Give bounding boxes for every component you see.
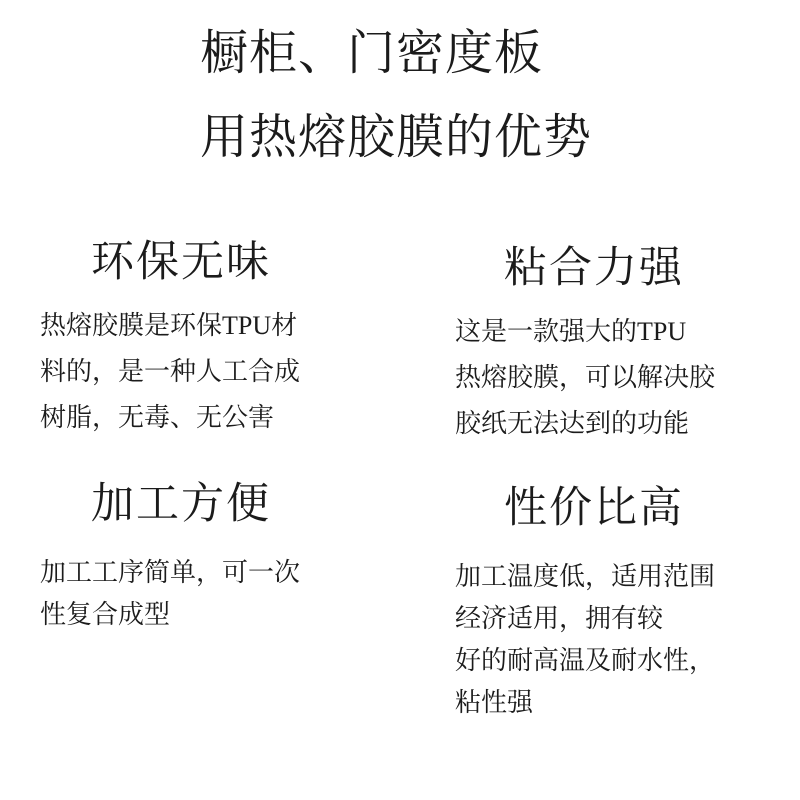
section-body-line: 性复合成型 — [40, 600, 171, 629]
page-title-line-2: 用热熔胶膜的优势 — [200, 111, 593, 164]
section-body-line: 热熔胶膜，可以解决胶 — [455, 363, 716, 392]
section-strong-adhesion — [455, 244, 733, 447]
section-body — [455, 556, 733, 724]
section-body-line: 胶纸无法达到的功能 — [455, 409, 690, 438]
page-title — [200, 12, 592, 180]
section-body-line: 粘性强 — [455, 688, 534, 717]
section-easy-processing — [40, 480, 322, 636]
section-body — [40, 303, 322, 441]
section-body-line: 树脂，无毒、无公害 — [40, 403, 275, 432]
section-heading: 加工方便 — [91, 481, 271, 528]
section-heading: 性价比高 — [504, 485, 684, 532]
section-body-line: 热熔胶膜是环保TPU材 — [40, 311, 298, 340]
section-eco-friendly-odorless — [40, 238, 322, 441]
section-body-line: 料的，是一种人工合成 — [40, 357, 301, 386]
section-body-line: 加工工序简单，可一次 — [40, 558, 301, 587]
section-body — [455, 309, 733, 447]
section-cost-effective — [455, 484, 733, 724]
section-heading: 粘合力强 — [504, 245, 684, 292]
section-body — [40, 552, 322, 636]
page-title-line-1: 橱柜、门密度板 — [200, 27, 544, 80]
section-body-line: 加工温度低，适用范围 — [455, 562, 716, 591]
section-heading: 环保无味 — [91, 239, 271, 286]
section-body-line: 经济适用，拥有较 — [455, 604, 664, 633]
section-body-line: 好的耐高温及耐水性， — [455, 646, 716, 675]
section-body-line: 这是一款强大的TPU — [455, 317, 687, 346]
